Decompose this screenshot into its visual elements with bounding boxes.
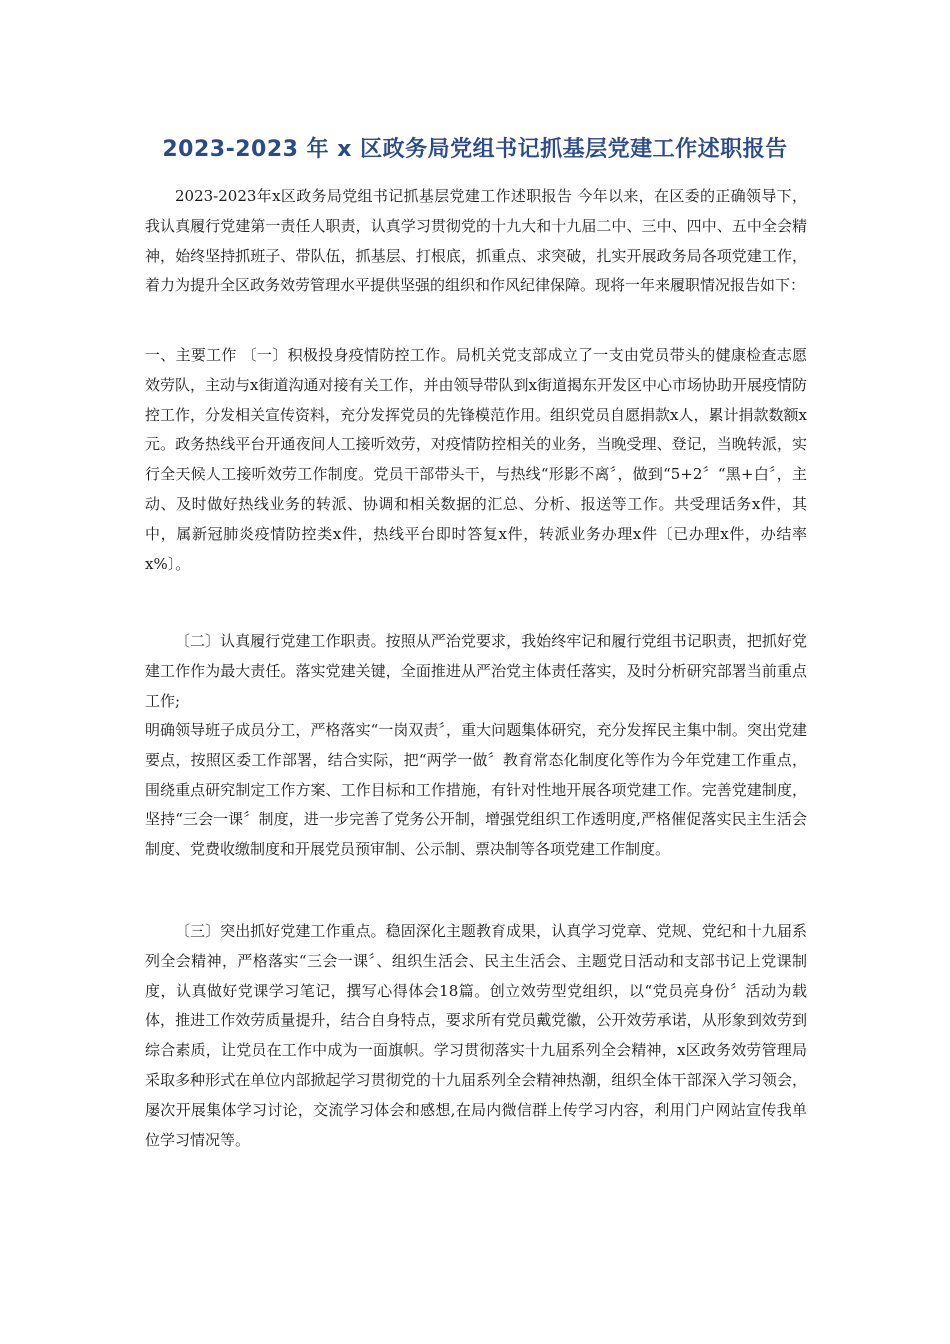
intro-paragraph: 2023-2023年x区政务局党组书记抓基层党建工作述职报告 今年以来，在区委的正确领导下，我认真履行党建第一责任人职责，认真学习贯彻党的十九大和十九届二中、三中、四中、五中全会精神，始终坚持抓班子、带队伍，抓基层、打根底，抓重点、求突破，扎实开展政务局各项党建工作，着力为提升全区政务效劳管理水平提供坚强的组织和作风纪律保障。现将一年来履职情况报告如下： xyxy=(145,187,807,295)
section-3-paragraph: 〔三〕突出抓好党建工作重点。稳固深化主题教育成果，认真学习党章、党规、党纪和十九届系列全会精神，严格落实“三会一课〞、组织生活会、民主生活会、主题党日活动和支部书记上党课制度，认真做好党课学习笔记，撰写心得体会18篇。创立效劳型党组织，以“党员亮身份〞活动为载体，推进工作效劳质量提升，结合自身特点，要求所有党员戴党徽，公开效劳承诺，从形象到效劳到综合素质，让党员在工作中成为一面旗帜。学习贯彻落实十九届系列全会精神，x区政务效劳管理局采取多种形式在单位内部掀起学习贯彻党的十九届系列全会精神热潮，组织全体干部深入学习领会，屡次开展集体学习讨论，交流学习体会和感想,在局内微信群上传学习内容，利用门户网站宣传我单位学习情况等。 xyxy=(145,922,807,1149)
section-1-paragraph: 一、主要工作 〔一〕积极投身疫情防控工作。局机关党支部成立了一支由党员带头的健康检查志愿效劳队，主动与x街道沟通对接有关工作，并由领导带队到x街道揭东开发区中心市场协助开展疫情防控工作，分发相关宣传资料，充分发挥党员的先锋模范作用。组织党员自愿捐款x人，累计捐款数额x元。政务热线平台开通夜间人工接听效劳，对疫情防控相关的业务，当晚受理、登记，当晚转派，实行全天候人工接听效劳工作制度。党员干部带头干，与热线“形影不离〞，做到“5+2〞“黑+白〞，主动、及时做好热线业务的转派、协调和相关数据的汇总、分析、报送等工作。共受理话务x件，其中，属新冠肺炎疫情防控类x件，热线平台即时答复x件，转派业务办理x件〔已办理x件，办结率x%〕。 xyxy=(145,346,807,573)
section-2-continued-paragraph: 明确领导班子成员分工，严格落实“一岗双责〞，重大问题集体研究，充分发挥民主集中制。突出党建要点，按照区委工作部署，结合实际，把“两学一做〞教育常态化制度化等作为今年党建工作重点，围绕重点研究制定工作方案、工作目标和工作措施，有针对性地开展各项党建工作。完善党建制度，坚持“三会一课〞制度，进一步完善了党务公开制，增强党组织工作透明度,严格催促落实民主生活会制度、党费收缴制度和开展党员预审制、公示制、票决制等各项党建工作制度。 xyxy=(145,721,807,859)
section-2-paragraph: 〔二〕认真履行党建工作职责。按照从严治党要求，我始终牢记和履行党组书记职责，把抓好党建工作作为最大责任。落实党建关键，全面推进从严治党主体责任落实，及时分析研究部署当前重点工作; xyxy=(145,632,807,710)
document-title: 2023-2023 年 x 区政务局党组书记抓基层党建工作述职报告 xyxy=(162,137,788,162)
